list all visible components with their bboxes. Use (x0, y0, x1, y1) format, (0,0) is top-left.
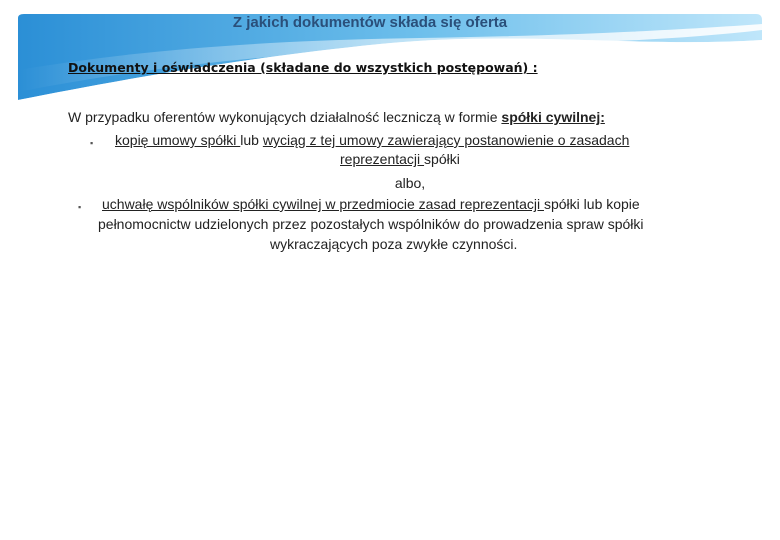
separator-text: albo, (394, 175, 426, 191)
item1-part4: reprezentacji (340, 151, 425, 167)
item2-line1 (102, 196, 640, 212)
item2-part1: uchwałę wspólników spółki cywilnej w przedmiocie zasad reprezentacji (102, 196, 544, 212)
item2-part2: spółki lub kopie (543, 196, 640, 212)
bullet-icon: ▪ (90, 138, 94, 148)
item2-line3: wykraczających poza zwykłe czynności. (270, 236, 518, 252)
intro-paragraph (68, 109, 605, 125)
item1-line2 (340, 151, 460, 167)
bullet-icon: ▪ (78, 202, 82, 212)
item2-line2: pełnomocnictw udzielonych przez pozostałych wspólników do prowadzenia spraw spółki (98, 216, 644, 232)
item1-part3: wyciąg z tej umowy zawierający postanowienie o zasadach (262, 132, 630, 148)
section-subtitle: Dokumenty i oświadczenia (składane do wszystkich postępowań) : (68, 60, 538, 75)
item1-part1: kopię umowy spółki (115, 132, 241, 148)
item1-part5: spółki (424, 151, 460, 167)
slide-title: Z jakich dokumentów składa się oferta (232, 14, 508, 31)
intro-bold-text: spółki cywilnej: (501, 109, 605, 125)
item1-line1 (115, 132, 629, 148)
intro-text: W przypadku oferentów wykonujących działalność leczniczą w formie (68, 109, 502, 125)
item1-part2: lub (240, 132, 263, 148)
